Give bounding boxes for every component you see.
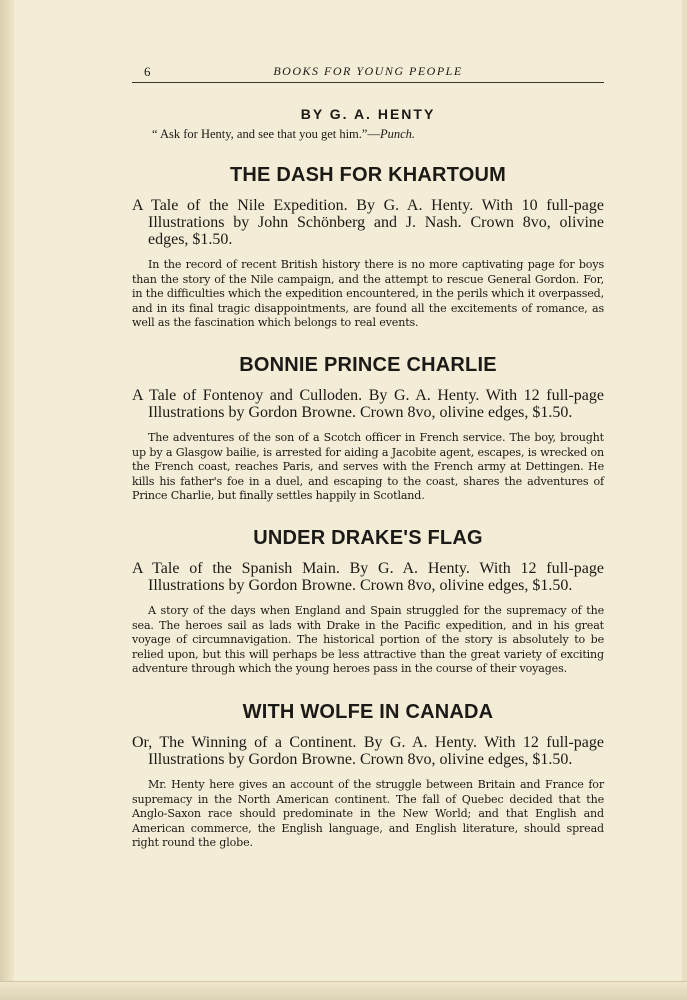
book-description: A Tale of the Spanish Main. By G. A. Henty. With 12 full-page Illustrations by Gordon Browne. Crown 8vo, olivine edges, $1.50. [132, 559, 604, 594]
author-line: BY G. A. HENTY [300, 106, 436, 122]
book-title: WITH WOLFE IN CANADA [242, 700, 494, 723]
book-description: A Tale of the Nile Expedition. By G. A. Henty. With 10 full-page Illustrations by John Schönberg and J. Nash. Crown 8vo, olivine edges, $1.50. [132, 197, 604, 248]
book-entry [132, 354, 604, 504]
book-blurb: The adventures of the son of a Scotch officer in French service. The boy, brought up by a Glasgow bailie, is arrested for aiding a Jacobite agent, escapes, is wrecked on the French coast, reaches Paris, and serves with the French army at Dettingen. He kills his father's foe in a duel, and escaping to the coast, shares the adventures of Prince Charlie, but finally settles happily in Scotland. [132, 430, 604, 503]
page-content [132, 60, 604, 851]
book-entry [132, 527, 604, 677]
book-blurb: In the record of recent British history there is no more captivating page for boys than the story of the Nile campaign, and the attempt to rescue General Gordon. For, in the difficulties which the expedition encountered, in the perils which it overpassed, and in its final tragic disappointments, are found all the excitements of romance, as well as the fascination which belongs to real events. [132, 258, 604, 330]
page-number: 6 [144, 64, 151, 79]
book-blurb: Mr. Henty here gives an account of the struggle between Britain and France for supremacy in the North American continent. The fall of Quebec decided that the Anglo-Saxon race should predominate in the New World; and that English and American commerce, the English language, and English literature, should spread right round the globe. [132, 777, 604, 850]
book-entry [132, 164, 604, 331]
page-gutter [0, 0, 14, 1000]
epigraph-quote: “ Ask for Henty, and see that you get him.”— [152, 127, 380, 141]
book-entry [132, 701, 604, 851]
epigraph [152, 127, 604, 142]
page-bottom-edge [0, 981, 687, 1000]
book-title: BONNIE PRINCE CHARLIE [239, 353, 497, 376]
running-head [132, 60, 604, 83]
epigraph-source: Punch. [379, 127, 416, 141]
book-title: UNDER DRAKE'S FLAG [253, 526, 483, 549]
page-right-edge [682, 0, 687, 1000]
book-title: THE DASH FOR KHARTOUM [229, 164, 507, 186]
running-title: BOOKS FOR YOUNG PEOPLE [273, 64, 463, 78]
book-blurb: A story of the days when England and Spain struggled for the supremacy of the sea. The heroes sail as lads with Drake in the Pacific expedition, and in his great voyage of circumnavigation. The historical portion of the story is absolutely to be relied upon, but this will perhaps be less attractive than the great variety of exciting adventure through which the young heroes pass in the course of their voyages. [132, 603, 604, 676]
book-description: Or, The Winning of a Continent. By G. A. Henty. With 12 full-page Illustrations by Gordon Browne. Crown 8vo, olivine edges, $1.50. [132, 733, 604, 768]
book-description: A Tale of Fontenoy and Culloden. By G. A. Henty. With 12 full-page Illustrations by Gordon Browne. Crown 8vo, olivine edges, $1.50. [132, 386, 604, 421]
